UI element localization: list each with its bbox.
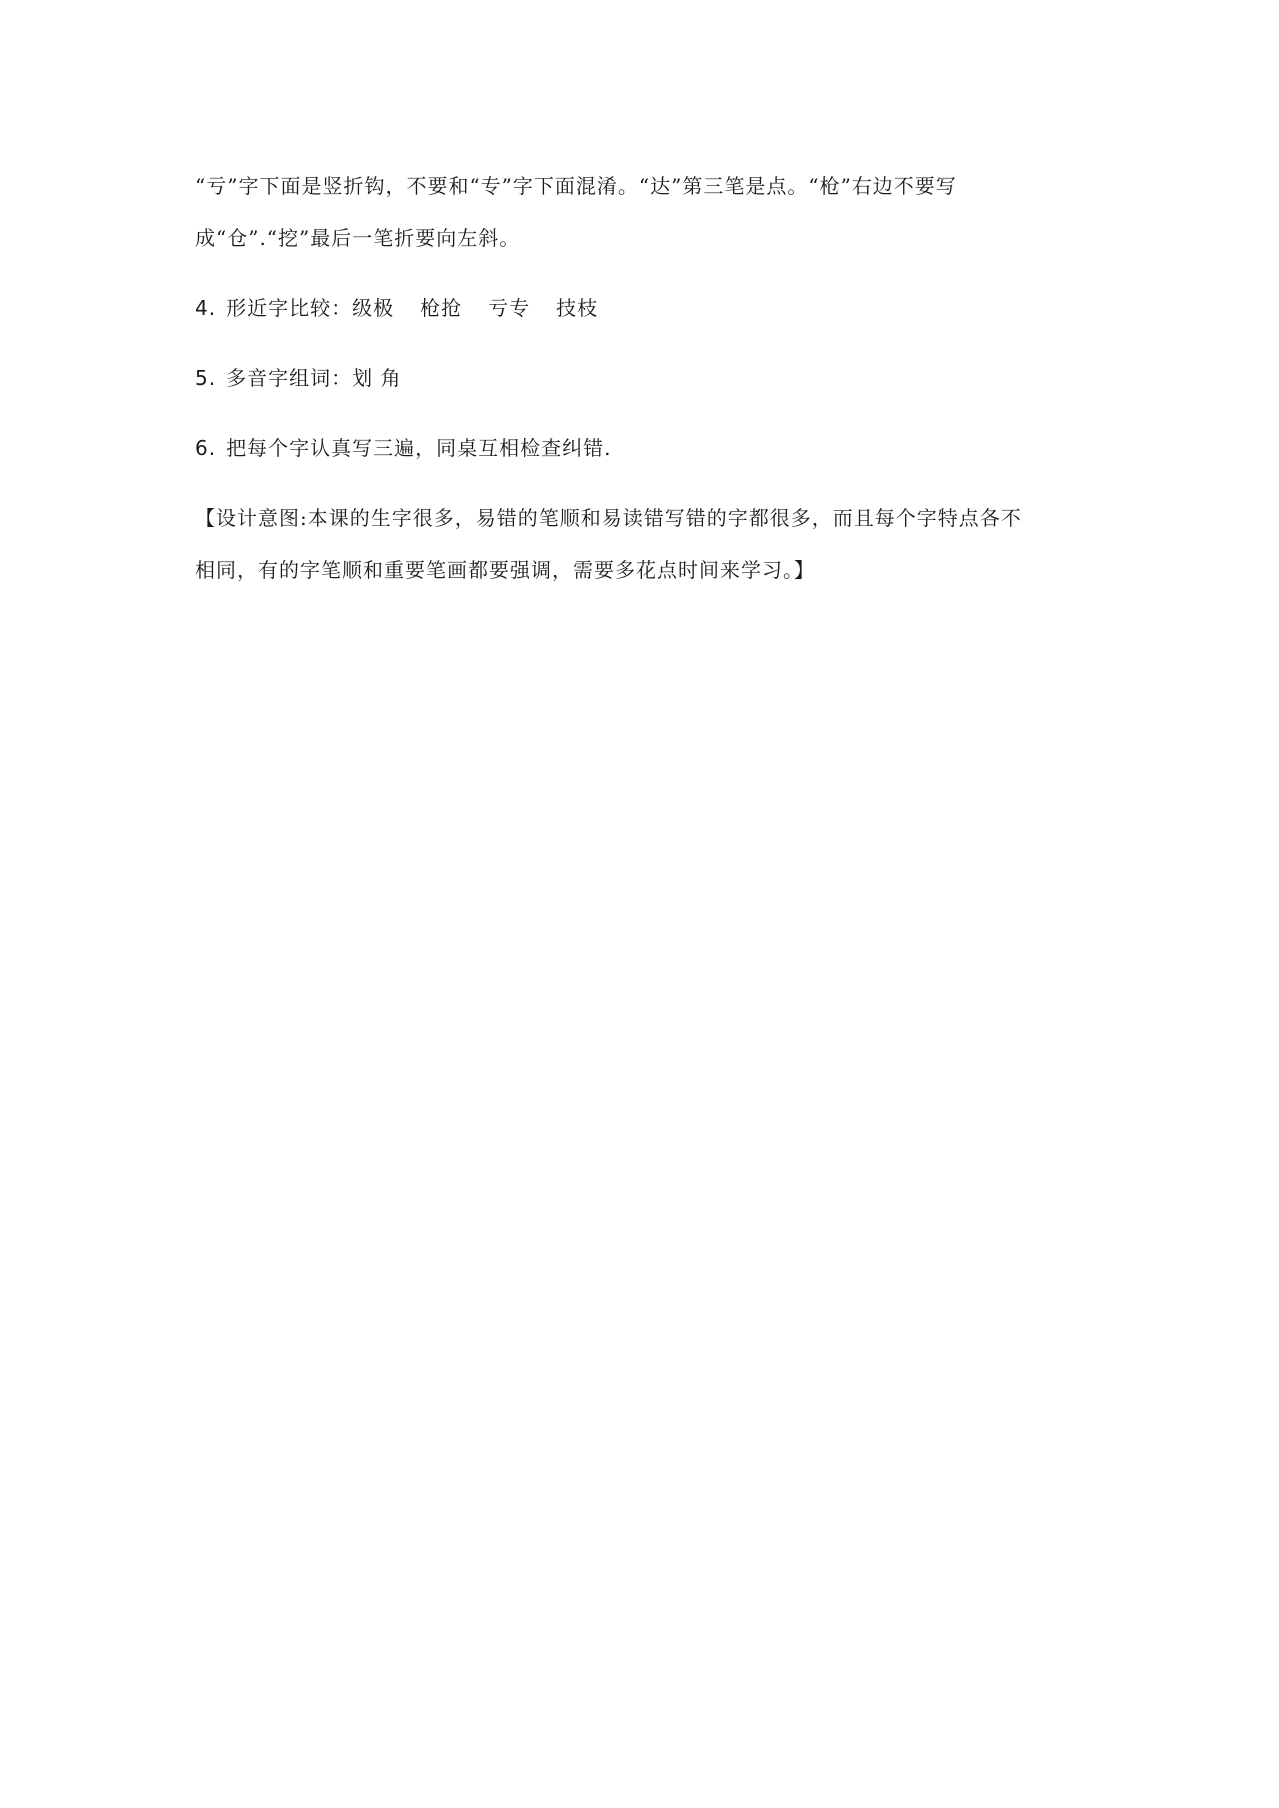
stroke-notes-line-2: 成“仓”.“挖”最后一笔折要向左斜。	[195, 226, 521, 250]
character-pair: 技枝	[556, 296, 599, 320]
character-pair: 枪抢	[420, 296, 463, 320]
design-intent-line-1: 【设计意图:本课的生字很多，易错的笔顺和易读错写错的字都很多，而且每个字特点各不	[195, 506, 1022, 530]
character-pair: 亏专	[488, 296, 531, 320]
item-number: 4.	[195, 296, 217, 320]
item-label: 形近字比较：	[226, 296, 353, 320]
item-label: 多音字组词：	[226, 366, 353, 390]
item-number: 5.	[195, 366, 217, 390]
item-text: 把每个字认真写三遍，同桌互相检查纠错.	[226, 436, 612, 460]
list-item-polyphonic-words	[195, 352, 1095, 404]
item-text: 划 角	[352, 366, 402, 390]
design-intent-paragraph	[195, 492, 1095, 596]
list-item-similar-characters	[195, 282, 1095, 334]
item-number: 6.	[195, 436, 217, 460]
design-intent-line-2: 相同，有的字笔顺和重要笔画都要强调，需要多花点时间来学习。】	[195, 558, 815, 582]
stroke-notes-line-1: “亏”字下面是竖折钩，不要和“专”字下面混淆。“达”第三笔是点。“枪”右边不要写	[195, 174, 957, 198]
character-pair: 级极	[352, 296, 395, 320]
document-body	[195, 160, 1095, 596]
list-item-writing-practice	[195, 422, 1095, 474]
stroke-notes-paragraph	[195, 160, 1095, 264]
